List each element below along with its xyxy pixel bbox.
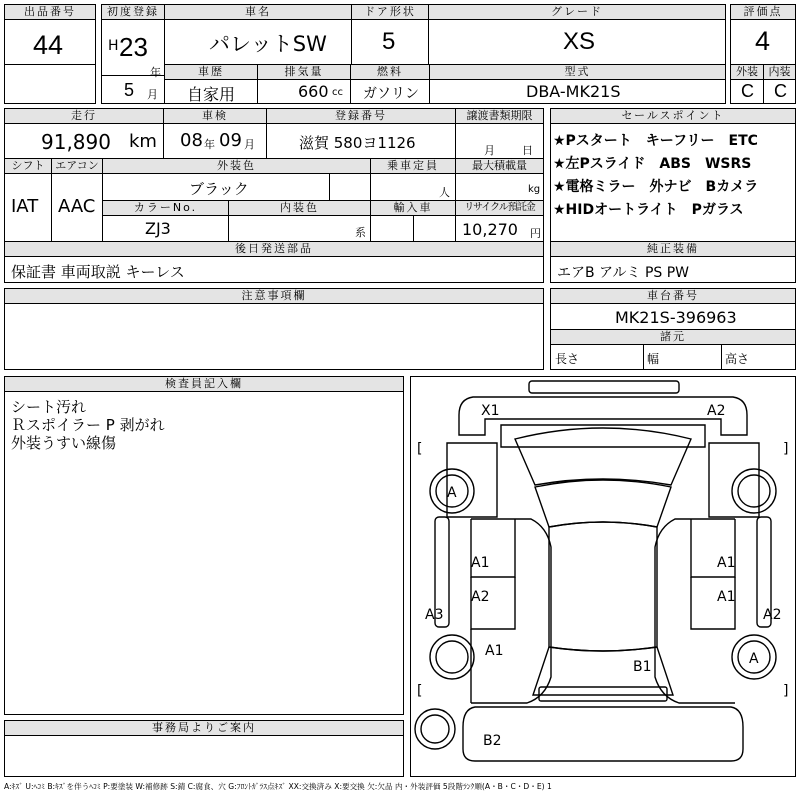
plate-label: 登録番号 xyxy=(266,108,456,124)
rear-bumper xyxy=(463,707,743,761)
mark-a-right-wheel: A xyxy=(749,651,759,667)
delivery-box xyxy=(4,256,544,283)
inspector-line-2: Ｒスポイラー P 剥がれ xyxy=(11,416,165,434)
chassis-no: MK21S-396963 xyxy=(615,308,737,327)
mileage: 91,890 xyxy=(41,130,111,154)
door: 5 xyxy=(382,28,396,55)
rear-window xyxy=(533,647,673,695)
fuel: ガソリン xyxy=(363,86,419,102)
lot-no-label: 出品番号 xyxy=(4,4,96,20)
model-cell xyxy=(429,79,726,104)
ext-color-sub-divider xyxy=(329,174,330,200)
score-label: 評価点 xyxy=(730,4,796,20)
inspector-line-3: 外装うすい線傷 xyxy=(11,434,117,452)
displacement-cell xyxy=(257,79,351,104)
mark-a3: A3 xyxy=(425,607,444,623)
ext-color: ブラック xyxy=(189,180,249,198)
reg-divider xyxy=(102,75,164,76)
roof-panel xyxy=(549,522,657,651)
bracket-left-1: [ xyxy=(417,441,423,457)
door-cell xyxy=(351,19,429,65)
left-front-fender xyxy=(447,443,497,517)
shift-label: シフト xyxy=(4,158,52,174)
interior-cell xyxy=(763,79,796,104)
lot-divider xyxy=(5,64,95,65)
grade-label: グレード xyxy=(428,4,726,20)
mark-a-left-wheel: A xyxy=(447,485,457,501)
sales-points-label: セールスポイント xyxy=(550,108,796,124)
era: H xyxy=(108,38,119,54)
mark-a2-right: A2 xyxy=(763,607,782,623)
equipment-label: 純正装備 xyxy=(550,241,796,257)
delivery-label: 後日発送部品 xyxy=(4,241,544,257)
ac: AAC xyxy=(58,196,96,217)
car-outline-diagram xyxy=(411,377,795,776)
chassis-label: 車台番号 xyxy=(550,288,796,304)
reg-month: 5 xyxy=(124,80,135,100)
max-load-unit: kg xyxy=(528,184,541,195)
import-divider xyxy=(413,216,414,241)
plate: 滋賀 580ヨ1126 xyxy=(299,134,416,152)
ac-cell xyxy=(51,173,103,242)
windshield xyxy=(535,480,671,527)
right-front-fender xyxy=(709,443,759,517)
model: DBA-MK21S xyxy=(526,82,621,101)
insp-year: 08 xyxy=(180,130,203,151)
transfer-label: 譲渡書類期限 xyxy=(455,108,544,124)
int-color-label: 内装色 xyxy=(228,200,371,216)
fuel-label: 燃料 xyxy=(350,64,430,80)
spec-divider-2 xyxy=(721,345,722,369)
capacity-label: 乗車定員 xyxy=(370,158,456,174)
displacement-label: 排気量 xyxy=(257,64,351,80)
legend-text: A:ｷｽﾞ U:ﾍｺﾐ B:ｷｽﾞを伴うﾍｺﾐ P:要塗装 W:補修跡 S:錆 C:腐食、穴 G:ﾌﾛﾝﾄｶﾞﾗｽ点ｷｽﾞ XX:交換済み X:要交換 欠:欠品 内・外装評価 5段階ﾗﾝｸ順(A・B・C・D・E) 1 xyxy=(4,782,552,791)
mark-a1-left-front-door: A1 xyxy=(471,555,490,571)
hood-panel xyxy=(515,428,691,485)
sales-point-line-4: ★HIDオートライト Pガラス xyxy=(553,202,744,218)
bracket-left-2: [ xyxy=(417,683,423,699)
recycle-cell xyxy=(455,215,544,242)
equipment-text: エアB アルミ PS PW xyxy=(557,265,690,281)
mileage-label: 走行 xyxy=(4,108,164,124)
car-name-label: 車名 xyxy=(164,4,352,20)
model-label: 型式 xyxy=(429,64,726,80)
first-reg-cell xyxy=(101,19,165,104)
lot-no-cell xyxy=(4,19,96,104)
year-unit: 年 xyxy=(150,66,161,79)
transfer-day-unit: 日 xyxy=(522,144,533,157)
exterior: C xyxy=(741,81,754,101)
insp-month-unit: 月 xyxy=(244,138,255,151)
month-unit: 月 xyxy=(147,88,158,101)
spec-divider-1 xyxy=(643,345,644,369)
int-color-unit: 系 xyxy=(355,226,366,239)
sales-points-box xyxy=(550,123,796,242)
transfer-month-unit: 月 xyxy=(484,144,495,157)
inspector-label: 検査員記入欄 xyxy=(4,376,404,392)
inspection-cell xyxy=(163,123,267,159)
score-cell xyxy=(730,19,796,65)
exterior-label: 外装 xyxy=(730,64,764,80)
inspector-line-1: シート汚れ xyxy=(11,398,87,416)
insp-year-unit: 年 xyxy=(204,138,215,151)
history-label: 車歴 xyxy=(164,64,258,80)
recycle-label: リサイクル預託金 xyxy=(455,200,544,216)
recycle: 10,270 xyxy=(462,220,518,239)
max-load-cell xyxy=(455,173,544,201)
lot-no: 44 xyxy=(33,30,64,60)
ac-label: エアコン xyxy=(51,158,103,174)
plate-cell xyxy=(266,123,456,159)
spec-width: 幅 xyxy=(647,352,660,366)
chassis-box xyxy=(550,303,796,330)
fuel-cell xyxy=(350,79,430,104)
ext-color-cell xyxy=(102,173,371,201)
door-label: ドア形状 xyxy=(351,4,429,20)
sales-point-line-2: ★左Pスライド ABS WSRS xyxy=(553,156,752,172)
shift: IAT xyxy=(11,196,39,217)
equipment-box xyxy=(550,256,796,283)
mileage-unit: km xyxy=(129,131,157,152)
office-label: 事務局よりご案内 xyxy=(4,720,404,736)
mileage-cell xyxy=(4,123,164,159)
ext-color-label: 外装色 xyxy=(102,158,371,174)
color-no: ZJ3 xyxy=(145,219,171,238)
history-cell xyxy=(164,79,258,104)
transfer-cell xyxy=(455,123,544,159)
color-no-label: カラーNo. xyxy=(102,200,229,216)
bracket-right-2: ] xyxy=(783,683,789,699)
int-color-cell xyxy=(228,215,371,242)
capacity-unit: 人 xyxy=(439,186,450,199)
capacity-cell xyxy=(370,173,456,201)
insp-month: 09 xyxy=(219,130,242,151)
inspection-label: 車検 xyxy=(163,108,267,124)
sales-point-line-1: ★Pスタート キーフリー ETC xyxy=(553,133,758,149)
spec-length: 長さ xyxy=(555,352,580,366)
color-no-cell xyxy=(102,215,229,242)
specs-label: 諸元 xyxy=(550,329,796,345)
grade: XS xyxy=(563,28,596,55)
specs-box xyxy=(550,344,796,370)
car-name-cell xyxy=(164,19,352,65)
import-cell xyxy=(370,215,456,242)
history: 自家用 xyxy=(187,85,236,104)
exterior-cell xyxy=(730,79,764,104)
inspector-box xyxy=(4,391,404,715)
mark-x1: X1 xyxy=(481,403,500,419)
mark-b2: B2 xyxy=(483,733,502,749)
mark-a2-left-rear-door: A2 xyxy=(471,589,490,605)
displacement-unit: cc xyxy=(332,87,343,98)
interior-label: 内装 xyxy=(763,64,796,80)
mark-b1: B1 xyxy=(633,659,652,675)
damage-diagram xyxy=(410,376,796,777)
interior: C xyxy=(774,81,787,101)
mark-a1-right-rear-door: A1 xyxy=(717,589,736,605)
mark-a1-right-front-door: A1 xyxy=(717,555,736,571)
notes-label: 注意事項欄 xyxy=(4,288,544,304)
delivery-text: 保証書 車両取説 キーレス xyxy=(11,263,185,281)
sales-point-line-3: ★電格ミラー 外ナビ Bカメラ xyxy=(553,179,759,195)
first-reg-label: 初度登録 xyxy=(101,4,165,20)
front-bumper-outline xyxy=(459,397,747,435)
notes-box xyxy=(4,303,544,370)
vehicle-detail-block xyxy=(4,108,544,242)
max-load-label: 最大積載量 xyxy=(455,158,544,174)
bracket-right-1: ] xyxy=(783,441,789,457)
displacement: 660 xyxy=(298,82,329,101)
mark-a1-left-quarter: A1 xyxy=(485,643,504,659)
reg-year: 23 xyxy=(119,32,148,62)
mark-a2-top: A2 xyxy=(707,403,726,419)
front-bumper-top xyxy=(529,381,679,393)
score: 4 xyxy=(755,26,771,56)
office-box xyxy=(4,735,404,777)
spec-height: 高さ xyxy=(725,352,750,366)
shift-cell xyxy=(4,173,52,242)
grade-cell xyxy=(428,19,726,65)
recycle-unit: 円 xyxy=(530,227,541,240)
car-name: パレットSW xyxy=(209,32,327,56)
import-label: 輸入車 xyxy=(370,200,456,216)
rear-bumper-top xyxy=(539,687,667,701)
header-block xyxy=(4,4,796,104)
